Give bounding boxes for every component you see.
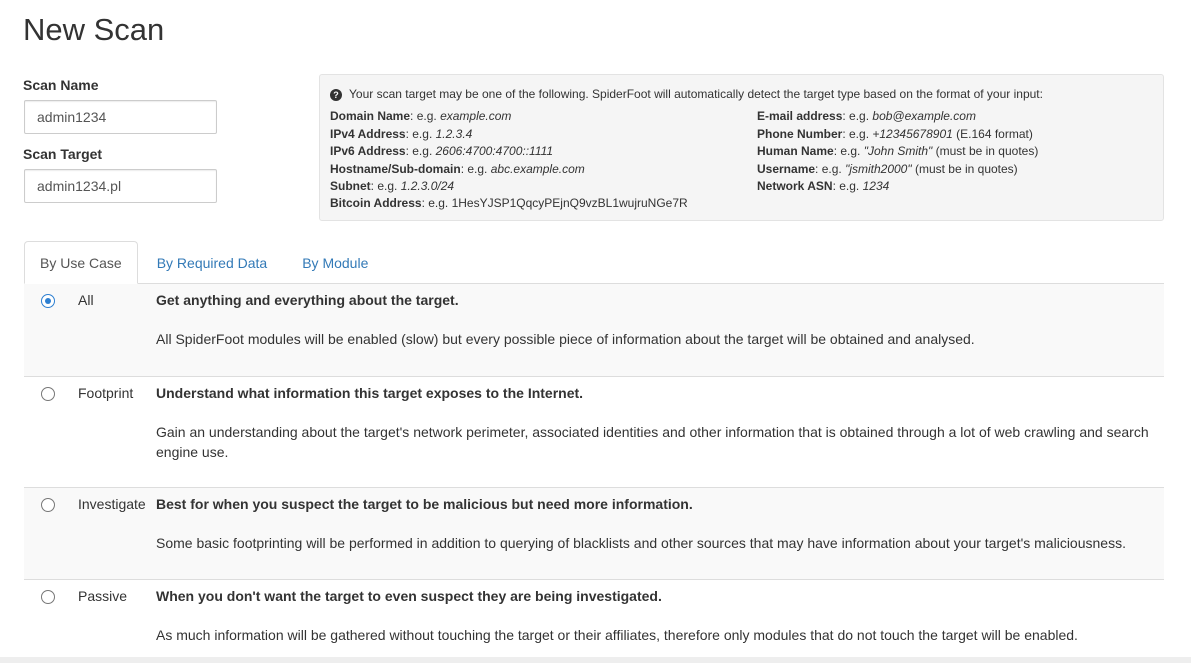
- scan-name-input[interactable]: [24, 100, 217, 134]
- scan-target-label: Scan Target: [23, 146, 103, 162]
- target-type-row: Human Name: e.g. "John Smith" (must be in quotes): [757, 144, 1039, 159]
- use-case-name: Footprint: [78, 385, 134, 401]
- table-bottom-border: [0, 657, 1191, 663]
- use-case-radio-all[interactable]: [41, 294, 55, 308]
- use-case-name: Investigate: [78, 496, 146, 512]
- target-type-row: Domain Name: e.g. example.com: [330, 109, 512, 124]
- target-types-right: [757, 108, 1153, 212]
- use-case-table: [24, 284, 1164, 659]
- use-case-description: All SpiderFoot modules will be enabled (slow) but every possible piece of information about the target will be obtained and analysed.: [156, 331, 975, 347]
- use-case-radio-investigate[interactable]: [41, 498, 55, 512]
- use-case-row-all[interactable]: [24, 284, 1164, 376]
- page-title: New Scan: [23, 12, 165, 47]
- target-type-row: Network ASN: e.g. 1234: [757, 179, 890, 194]
- tab-by-use-case[interactable]: By Use Case: [24, 241, 138, 284]
- tab-by-required-data[interactable]: By Required Data: [156, 255, 268, 271]
- target-type-row: Bitcoin Address: e.g. 1HesYJSP1QqcyPEjnQ9vzBL1wujruNGe7R: [330, 196, 688, 211]
- use-case-description: Some basic footprinting will be performed in addition to querying of blacklists and other sources that may have information about your target's maliciousness.: [156, 535, 1126, 551]
- target-type-row: IPv4 Address: e.g. 1.2.3.4: [330, 126, 473, 141]
- target-types-left: [330, 108, 757, 212]
- scan-target-input[interactable]: [24, 169, 217, 203]
- question-circle-icon: ?: [330, 89, 342, 101]
- use-case-description: Gain an understanding about the target's network perimeter, associated identities and other information that is obtained through a lot of web crawling and search engine use.: [156, 424, 1149, 460]
- target-type-row: Hostname/Sub-domain: e.g. abc.example.com: [330, 161, 585, 176]
- use-case-title: Understand what information this target exposes to the Internet.: [156, 385, 584, 401]
- scan-name-label: Scan Name: [23, 77, 99, 93]
- tab-by-module[interactable]: By Module: [302, 255, 369, 271]
- use-case-row-passive[interactable]: [24, 579, 1164, 659]
- info-header-text: Your scan target may be one of the following. SpiderFoot will automatically detect the target type based on the format of your input:: [349, 87, 1043, 101]
- use-case-name: All: [78, 292, 94, 308]
- use-case-description: As much information will be gathered without touching the target or their affiliates, therefore only modules that do not touch the target will be enabled.: [156, 627, 1078, 643]
- use-case-title: When you don't want the target to even suspect they are being investigated.: [156, 588, 662, 604]
- scan-mode-tabs: [24, 241, 1164, 284]
- target-type-row: Subnet: e.g. 1.2.3.0/24: [330, 179, 455, 194]
- target-info-panel: [319, 74, 1164, 221]
- use-case-row-footprint[interactable]: [24, 376, 1164, 487]
- target-type-row: E-mail address: e.g. bob@example.com: [757, 109, 976, 124]
- use-case-radio-passive[interactable]: [41, 590, 55, 604]
- target-type-row: Username: e.g. "jsmith2000" (must be in quotes): [757, 161, 1018, 176]
- use-case-name: Passive: [78, 588, 128, 604]
- use-case-title: Get anything and everything about the target.: [156, 292, 459, 308]
- target-type-row: IPv6 Address: e.g. 2606:4700:4700::1111: [330, 144, 554, 159]
- use-case-row-investigate[interactable]: [24, 487, 1164, 579]
- target-type-row: Phone Number: e.g. +12345678901 (E.164 format): [757, 126, 1033, 141]
- use-case-radio-footprint[interactable]: [41, 387, 55, 401]
- use-case-title: Best for when you suspect the target to be malicious but need more information.: [156, 496, 693, 512]
